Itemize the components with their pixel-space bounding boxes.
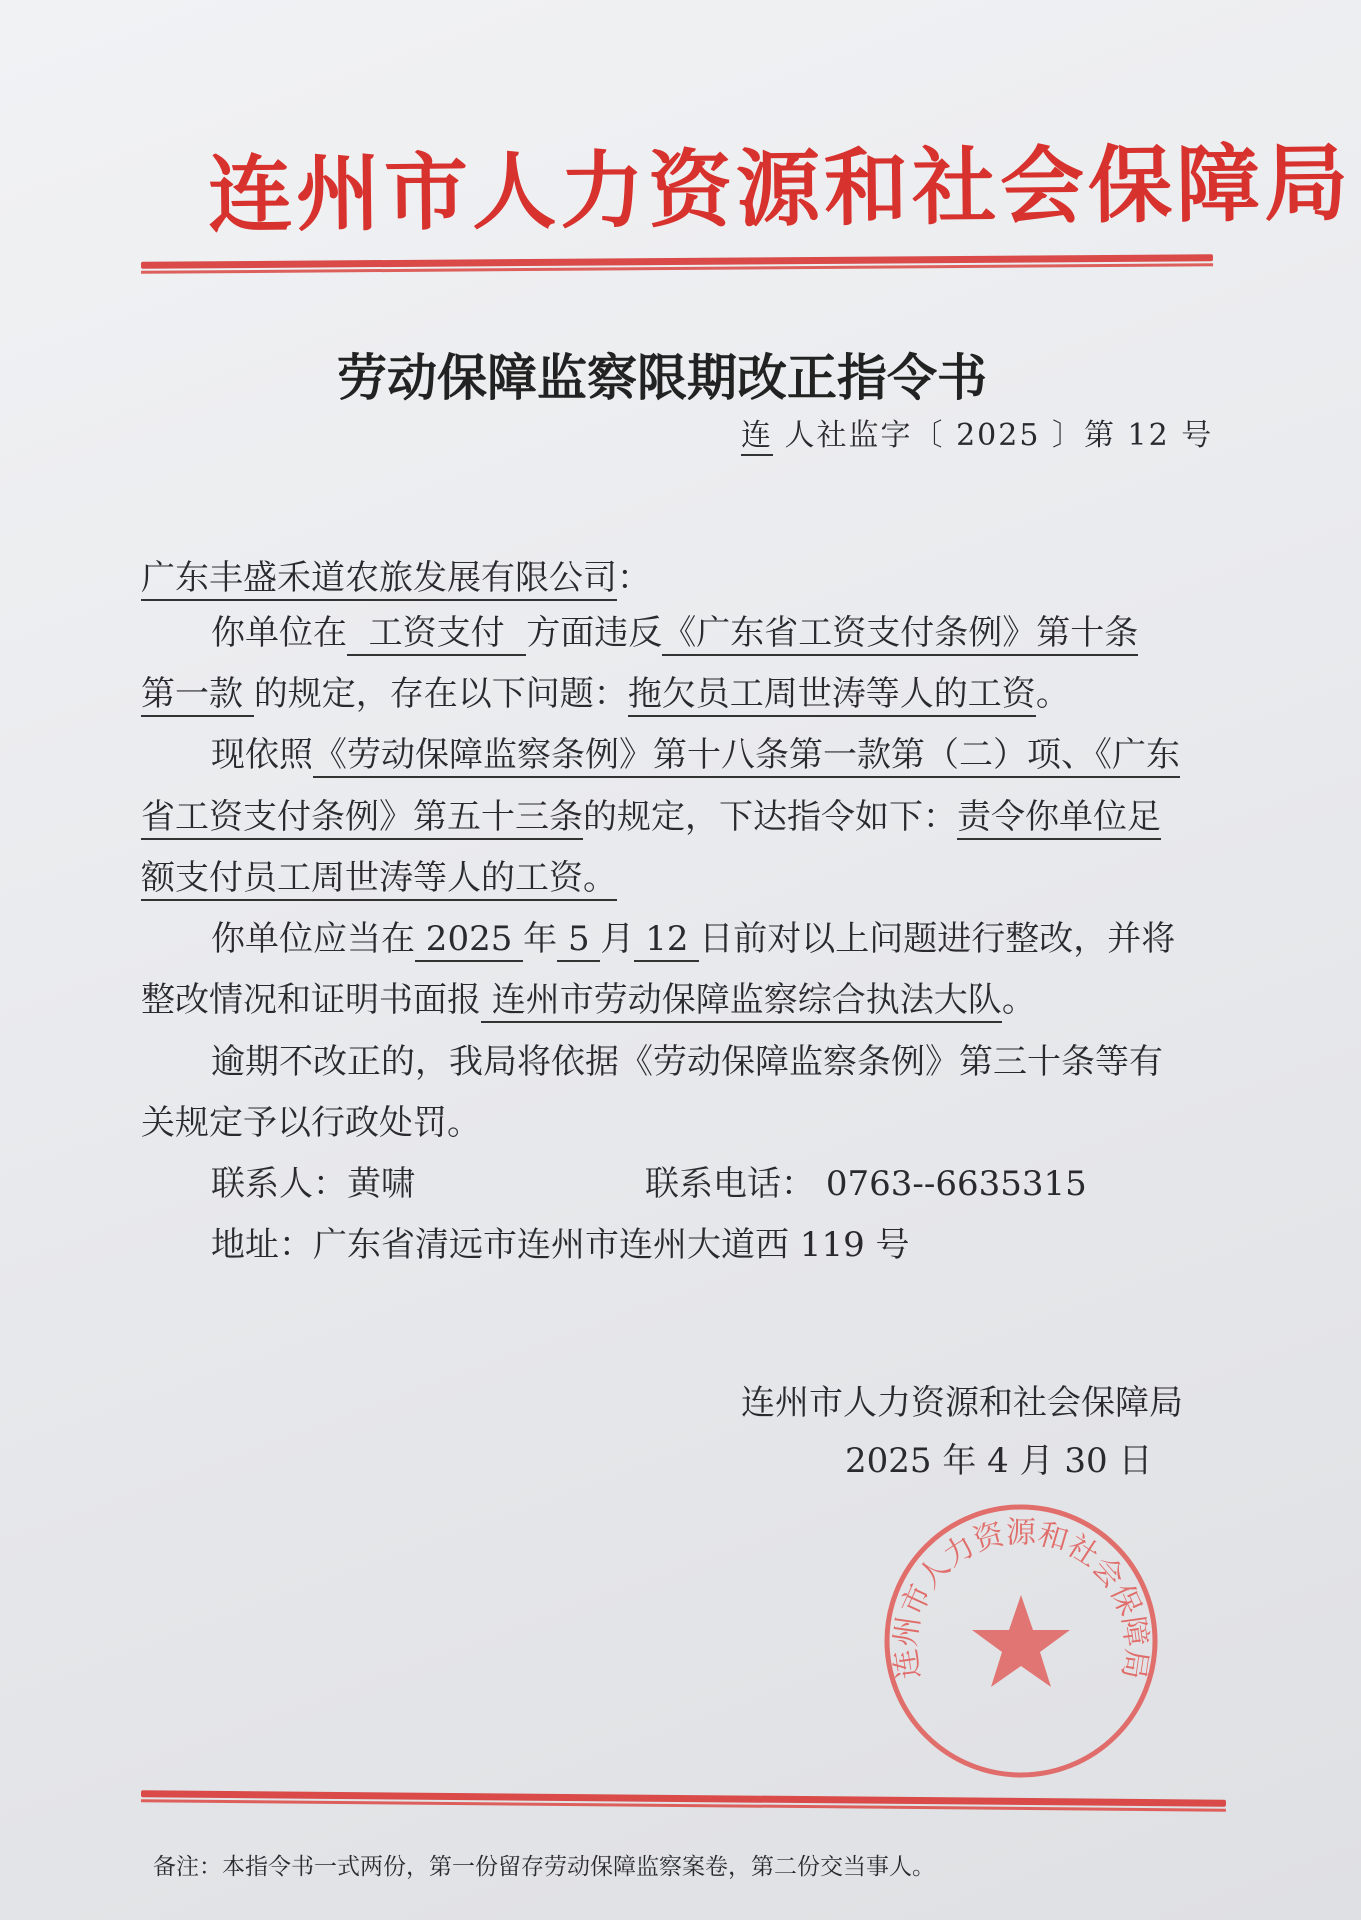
- deadline-month: 5: [557, 919, 600, 962]
- label: 地址：: [211, 1225, 313, 1265]
- problem: 拖欠员工周世涛等人的工资: [628, 674, 1036, 717]
- contact-person: [141, 1156, 415, 1205]
- value: 广东省清远市连州市连州大道西 119 号: [313, 1225, 910, 1265]
- label: 联系人：: [211, 1164, 347, 1204]
- agency-header: 连州市人力资源和社会保障局: [207, 133, 1353, 244]
- legal-basis: 《劳动保障监察条例》第十八条第一款第（二）项、《广东: [313, 735, 1180, 778]
- text: 月: [600, 919, 635, 959]
- text: 你单位在: [211, 613, 347, 653]
- text: 方面违反: [526, 613, 663, 653]
- legal-basis: 省工资支付条例》第五十三条: [141, 797, 583, 840]
- para3-line1: [141, 911, 1175, 960]
- text: 的规定，存在以下问题：: [253, 674, 628, 714]
- deadline-day: 12: [634, 919, 699, 962]
- addressee: 广东丰盛禾道农旅发展有限公司: [141, 558, 617, 601]
- para1-line1: [141, 605, 1138, 654]
- para2-line1: [141, 727, 1180, 776]
- header-red-line: [141, 254, 1213, 268]
- order: 责令你单位足: [957, 797, 1161, 840]
- para2-line3: [141, 850, 617, 899]
- text: 现依照: [211, 735, 313, 775]
- addressee-line: [141, 550, 651, 599]
- footnote: 备注：本指令书一式两份，第一份留存劳动保障监察案卷，第二份交当事人。: [153, 1854, 935, 1880]
- text: 你单位应当在: [211, 919, 415, 959]
- footer-red-line: [141, 1790, 1226, 1806]
- violation-area: 工资支付: [347, 613, 526, 656]
- label: 联系电话：: [645, 1164, 815, 1204]
- regulation-clause: 第一款: [141, 674, 254, 717]
- text: 日前对以上问题进行整改，并将: [699, 919, 1176, 959]
- para1-line2: [141, 666, 1070, 715]
- regulation: 《广东省工资支付条例》第十条: [662, 613, 1138, 656]
- official-seal: [880, 1500, 1162, 1782]
- deadline-year: 2025: [415, 919, 523, 962]
- order: 额支付员工周世涛等人的工资。: [141, 858, 617, 901]
- colon: ：: [617, 558, 651, 598]
- text: 的规定，下达指令如下：: [583, 797, 957, 837]
- text: 。: [1035, 674, 1070, 714]
- value: 黄啸: [347, 1164, 415, 1204]
- text: 年: [523, 919, 558, 959]
- seal-star-icon: [972, 1595, 1070, 1687]
- para4-line2: 关规定予以行政处罚。: [141, 1103, 481, 1143]
- para4-line1: 逾期不改正的，我局将依据《劳动保障监察条例》第三十条等有: [211, 1042, 1163, 1082]
- report-to: 连州市劳动保障监察综合执法大队: [481, 980, 1002, 1023]
- document-title: 劳动保障监察限期改正指令书: [337, 348, 987, 407]
- address: [141, 1217, 910, 1266]
- doc-number-text: 人社监字〔 2025 〕第 12 号: [784, 418, 1214, 453]
- seal-text: 连州市人力资源和社会保障局: [888, 1515, 1154, 1682]
- signature-agency: 连州市人力资源和社会保障局: [741, 1383, 1183, 1423]
- para2-line2: [141, 789, 1161, 838]
- text: 。: [1001, 980, 1036, 1020]
- value: 0763--6635315: [825, 1164, 1087, 1204]
- doc-prefix: 连: [741, 418, 773, 456]
- document-number: [741, 410, 1213, 454]
- contact-phone: [645, 1156, 1087, 1205]
- para3-line2: [141, 972, 1036, 1021]
- text: 整改情况和证明书面报: [141, 980, 481, 1020]
- signature-date: 2025 年 4 月 30 日: [845, 1441, 1153, 1481]
